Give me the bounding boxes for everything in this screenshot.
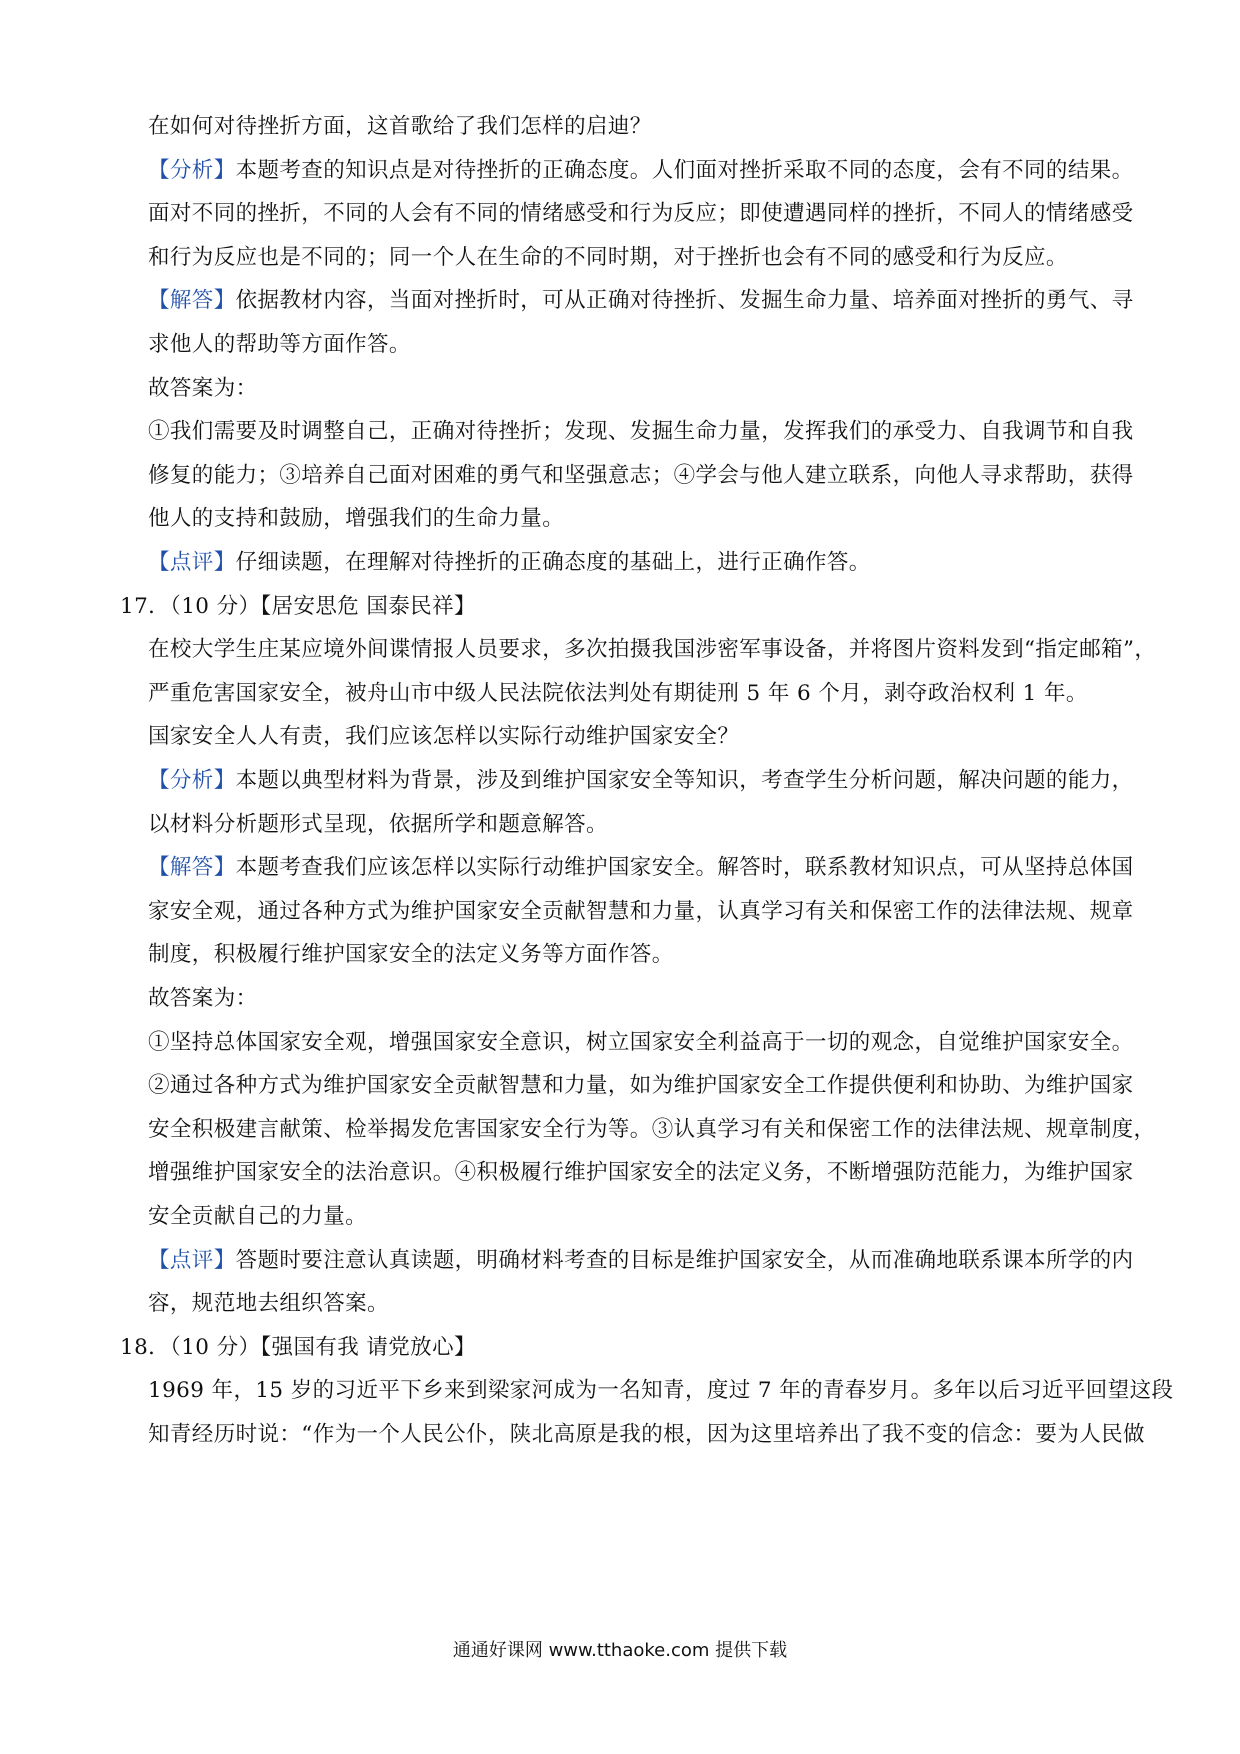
line-text: 本题考查的知识点是对待挫折的正确态度。人们面对挫折采取不同的态度，会有不同的结果。 [235, 158, 1134, 183]
line-text: 增强维护国家安全的法治意识。④积极履行维护国家安全的法定义务，不断增强防范能力，为维护国家 [148, 1160, 1134, 1185]
text-line [148, 1376, 1174, 1406]
section-tag: 【分析】 [148, 768, 236, 793]
text-line [148, 766, 1138, 796]
text-line [148, 374, 1138, 404]
section-tag: 【解答】 [148, 288, 236, 313]
line-text: 和行为反应也是不同的；同一个人在生命的不同时期，对于挫折也会有不同的感受和行为反应。 [148, 245, 1068, 270]
section-tag: 【点评】 [148, 1248, 236, 1273]
line-text: 在如何对待挫折方面，这首歌给了我们怎样的启迪？ [148, 114, 652, 139]
text-line [148, 722, 1138, 752]
line-text: 18．（10 分）【强国有我 请党放心】 [120, 1335, 476, 1360]
line-text: 安全贡献自己的力量。 [148, 1204, 368, 1229]
question-heading [120, 1333, 1110, 1363]
line-text: 1969 年，15 岁的习近平下乡来到梁家河成为一名知青，度过 7 年的青春岁月。多年以后习近平回望这段 [148, 1378, 1174, 1403]
text-line [148, 940, 1138, 970]
line-text: 家安全观，通过各种方式为维护国家安全贡献智慧和力量，认真学习有关和保密工作的法律法规、规章 [148, 899, 1134, 924]
text-line [148, 635, 1157, 665]
line-text: 依据教材内容，当面对挫折时，可从正确对待挫折、发掘生命力量、培养面对挫折的勇气、寻 [235, 288, 1134, 313]
text-line [148, 679, 1138, 709]
section-tag: 【解答】 [148, 855, 236, 880]
line-text: 答题时要注意认真读题，明确材料考查的目标是维护国家安全，从而准确地联系课本所学的内 [235, 1248, 1134, 1273]
line-text: 容，规范地去组织答案。 [148, 1291, 389, 1316]
line-text: 求他人的帮助等方面作答。 [148, 332, 411, 357]
line-text: 以材料分析题形式呈现，依据所学和题意解答。 [148, 812, 608, 837]
line-text: ①坚持总体国家安全观，增强国家安全意识，树立国家安全利益高于一切的观念，自觉维护国家安全。 [148, 1030, 1134, 1055]
text-line [148, 417, 1138, 447]
text-line [148, 853, 1138, 883]
line-text: 在校大学生庄某应境外间谍情报人员要求，多次拍摄我国涉密军事设备，并将图片资料发到“指定邮箱”， [148, 637, 1157, 662]
line-text: 知青经历时说：“作为一个人民公仆，陕北高原是我的根，因为这里培养出了我不变的信念：要为人民做 [148, 1422, 1145, 1447]
text-line [148, 112, 1138, 142]
section-tag: 【点评】 [148, 550, 236, 575]
text-line [148, 1028, 1138, 1058]
line-text: 国家安全人人有责，我们应该怎样以实际行动维护国家安全？ [148, 724, 740, 749]
line-text: 本题考查我们应该怎样以实际行动维护国家安全。解答时，联系教材知识点，可从坚持总体国 [235, 855, 1134, 880]
line-text: 他人的支持和鼓励，增强我们的生命力量。 [148, 506, 565, 531]
text-line [148, 1289, 1138, 1319]
text-line [148, 897, 1138, 927]
text-line [148, 548, 1138, 578]
line-text: 面对不同的挫折，不同的人会有不同的情绪感受和行为反应；即使遭遇同样的挫折，不同人的情绪感受 [148, 201, 1134, 226]
section-tag: 【分析】 [148, 158, 236, 183]
text-line [148, 1071, 1138, 1101]
page-footer: 通通好课网 www.tthaoke.com 提供下载 [452, 1640, 788, 1661]
text-line [148, 1158, 1138, 1188]
text-line [148, 330, 1138, 360]
text-line [148, 243, 1138, 273]
line-text: 仔细读题，在理解对待挫折的正确态度的基础上，进行正确作答。 [235, 550, 871, 575]
line-text: 17．（10 分）【居安思危 国泰民祥】 [120, 594, 476, 619]
text-line [148, 1202, 1138, 1232]
text-line [148, 1115, 1156, 1145]
text-line [148, 199, 1138, 229]
line-text: 故答案为： [148, 376, 258, 401]
line-text: 安全积极建言献策、检举揭发危害国家安全行为等。③认真学习有关和保密工作的法律法规、规章制度， [148, 1117, 1156, 1142]
line-text: 修复的能力；③培养自己面对困难的勇气和坚强意志；④学会与他人建立联系，向他人寻求帮助，获得 [148, 463, 1134, 488]
text-line [148, 461, 1138, 491]
line-text: 故答案为： [148, 986, 258, 1011]
text-line [148, 1246, 1138, 1276]
text-line [148, 504, 1138, 534]
text-line [148, 156, 1138, 186]
text-line [148, 810, 1138, 840]
text-line [148, 286, 1138, 316]
text-line [148, 984, 1138, 1014]
text-line [148, 1420, 1145, 1450]
line-text: 制度，积极履行维护国家安全的法定义务等方面作答。 [148, 942, 674, 967]
line-text: ①我们需要及时调整自己，正确对待挫折；发现、发掘生命力量，发挥我们的承受力、自我调节和自我 [148, 419, 1134, 444]
line-text: ②通过各种方式为维护国家安全贡献智慧和力量，如为维护国家安全工作提供便利和协助、为维护国家 [148, 1073, 1134, 1098]
line-text: 本题以典型材料为背景，涉及到维护国家安全等知识，考查学生分析问题，解决问题的能力， [235, 768, 1134, 793]
question-heading [120, 592, 1110, 622]
line-text: 严重危害国家安全，被舟山市中级人民法院依法判处有期徒刑 5 年 6 个月，剥夺政治权利 1 年。 [148, 681, 1088, 706]
